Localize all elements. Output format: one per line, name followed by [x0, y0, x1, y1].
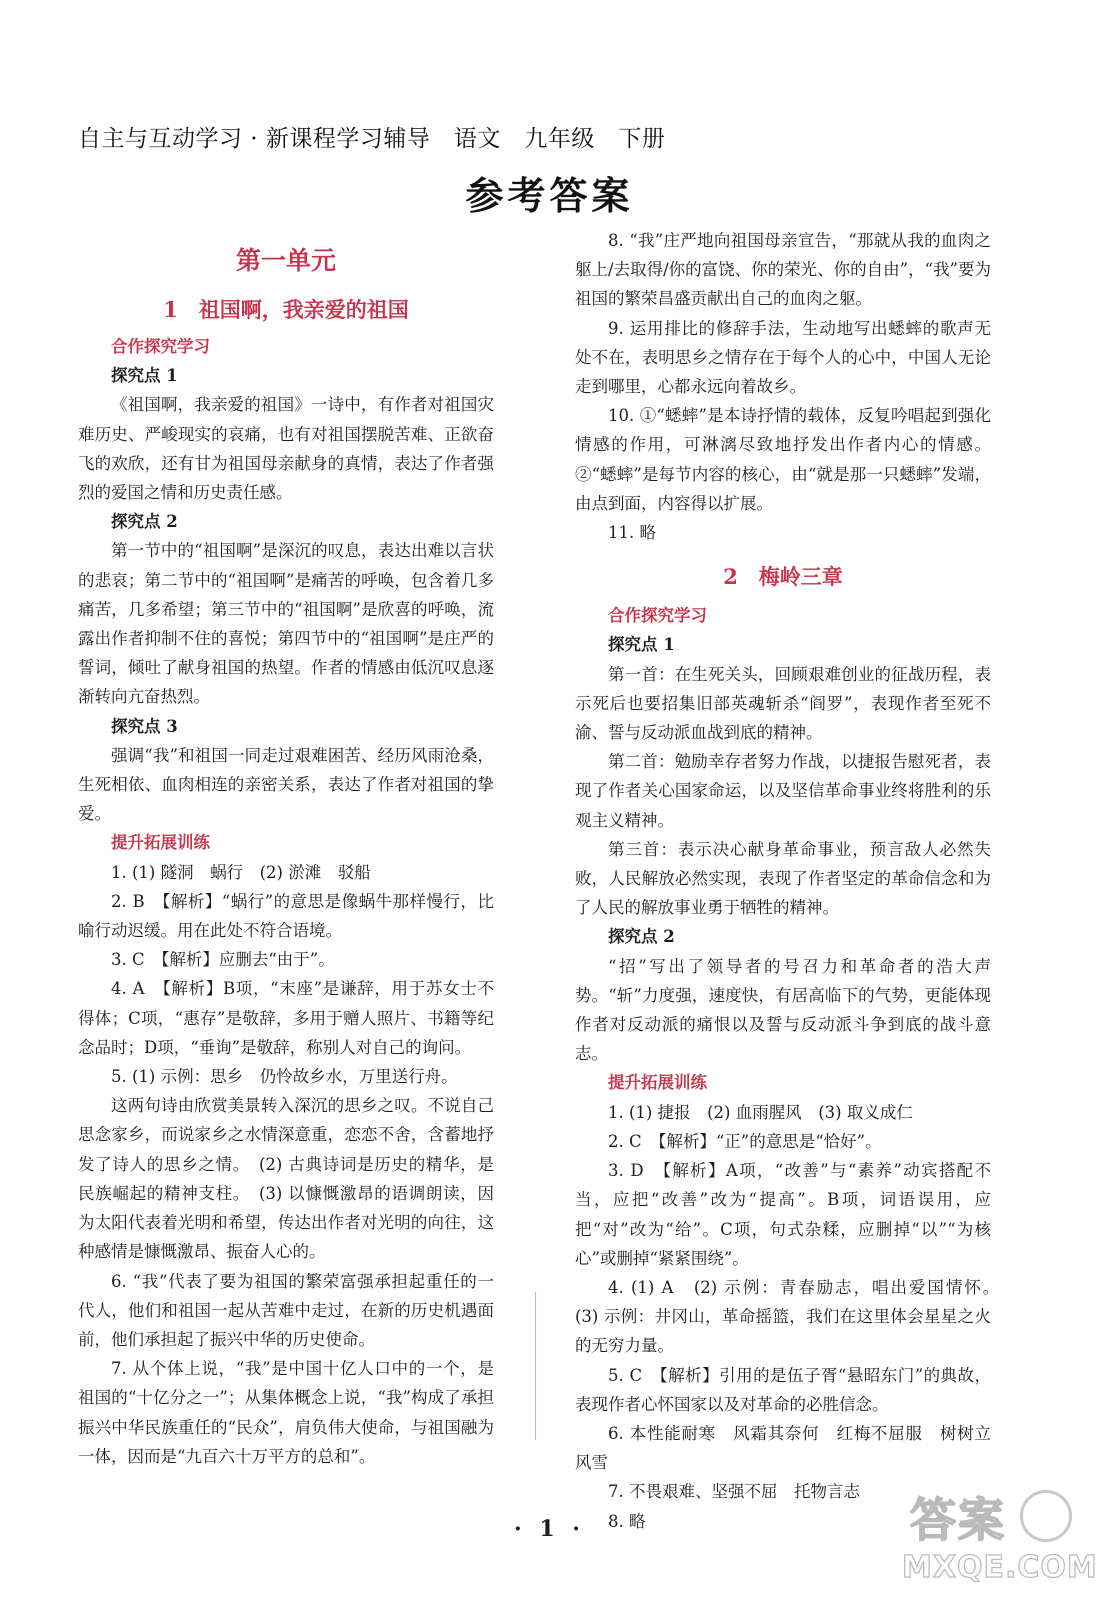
right-column [575, 226, 1008, 1536]
point-text-2-2: “招”写出了领导者的号召力和革命者的浩大声势。“斩”力度强，速度快，有居高临下的气势，更能体现作者对反动派的痛恨以及誓与反动派斗争到底的战斗意志。 [575, 956, 991, 1064]
watermark-text-bottom: MXQE.COM [902, 1550, 1098, 1585]
answer-4: 4. A 【解析】B项，“末座”是谦辞，用于苏女士不得体；C项，“惠存”是敬辞，多用于赠人照片、书籍等纪念品时；D项，“垂询”是敬辞，称别人对自己的询问。 [78, 979, 494, 1057]
point-label-2-2: 探究点 2 [608, 927, 675, 947]
point-text-2: 第一节中的“祖国啊”是深沉的叹息，表达出难以言状的悲哀；第二节中的“祖国啊”是痛苦的呼唤，包含着几多痛苦，几多希望；第三节中的“祖国啊”是欣喜的呼唤，流露出作者抑制不住的喜悦；第四节中的“祖国啊”是庄严的誓词，倾吐了献身祖国的热望。作者的情感由低沉叹息逐渐转向亢奋热烈。 [78, 541, 494, 707]
section-label-training: 提升拓展训练 [111, 833, 210, 853]
answer-b7: 7. 不畏艰难、坚强不屈 托物言志 [608, 1482, 860, 1502]
point-text-2-1b: 第二首：勉励幸存者努力作战，以捷报告慰死者，表现了作者关心国家命运，以及坚信革命事业终将胜利的乐观主义精神。 [575, 752, 991, 830]
answer-7: 7. 从个体上说，“我”是中国十亿人口中的一个，是祖国的“十亿分之一”；从集体概念上说，“我”构成了承担振兴中华民族重任的“民众”，肩负伟大使命，与祖国融为一体，因而是“九百六十万平方的总和”。 [78, 1359, 494, 1466]
lesson-title-1: 1 祖国啊，我亲爱的祖国 [163, 297, 409, 322]
watermark-circle-icon [1020, 1490, 1072, 1542]
answer-b6: 6. 本性能耐寒 风霜其奈何 红梅不屈服 树树立风雪 [575, 1423, 991, 1473]
page-number: · 1 · [514, 1516, 585, 1542]
point-label-2: 探究点 2 [111, 512, 178, 532]
section-label-coop: 合作探究学习 [111, 337, 210, 356]
answer-3: 3. C 【解析】应删去“由于”。 [111, 950, 335, 970]
answer-9: 9. 运用排比的修辞手法，生动地写出蟋蟀的歌声无处不在，表明思乡之情存在于每个人的心中，中国人无论走到哪里，心都永远向着故乡。 [575, 318, 991, 397]
lesson-title-2: 2 梅岭三章 [723, 564, 843, 590]
point-label-2-1: 探究点 1 [608, 635, 675, 655]
column-divider [535, 1292, 536, 1440]
point-label-1: 探究点 1 [111, 366, 178, 386]
point-text-2-1c: 第三首：表示决心献身革命事业，预言敌人必然失败，人民解放必然实现，表现了作者坚定的革命信念和为了人民的解放事业勇于牺牲的精神。 [575, 839, 991, 918]
answer-b2: 2. C 【解析】“正”的意思是“恰好”。 [608, 1131, 882, 1151]
answer-b5: 5. C 【解析】引用的是伍子胥“悬昭东门”的典故，表现作者心怀国家以及对革命的必胜信念。 [575, 1365, 991, 1414]
answer-b8: 8. 略 [608, 1511, 646, 1531]
answer-5b: 这两句诗由欣赏美景转入深沉的思乡之叹。不说自己思念家乡，而说家乡之水情深意重，恋恋不舍，含蓄地抒发了诗人的思乡之情。 (2) 古典诗词是历史的精华，是民族崛起的精神支柱。 (3) 以慷慨激昂的语调朗读，因为太阳代表着光明和希望，传达出作者对光明的向往，这种感情是慷慨激昂、振奋人心的。 [78, 1096, 494, 1262]
running-header: 自主与互动学习 · 新课程学习辅导 语文 九年级 下册 [78, 126, 666, 152]
answer-1: 1. (1) 隧洞 蜗行 (2) 淤滩 驳船 [111, 862, 371, 882]
section-label-coop-2: 合作探究学习 [608, 606, 707, 626]
answer-11: 11. 略 [608, 523, 656, 543]
answer-5a: 5. (1) 示例：思乡 仍怜故乡水，万里送行舟。 [111, 1067, 458, 1087]
point-text-3: 强调“我”和祖国一同走过艰难困苦、经历风雨沧桑，生死相依、血肉相连的亲密关系，表达了作者对祖国的挚爱。 [78, 745, 494, 824]
point-text-2-1a: 第一首：在生死关头，回顾艰难创业的征战历程，表示死后也要招集旧部英魂斩杀“阎罗”，表现作者至死不渝、誓与反动派血战到底的精神。 [575, 664, 991, 743]
point-text-1: 《祖国啊，我亲爱的祖国》一诗中，有作者对祖国灾难历史、严峻现实的哀痛，也有对祖国摆脱苦难、正欲奋飞的欢欣，还有甘为祖国母亲献身的真情，表达了作者强烈的爱国之情和历史责任感。 [78, 395, 494, 503]
watermark-logo [902, 1484, 1098, 1594]
unit-title: 第一单元 [235, 246, 336, 275]
watermark-text-top: 答案 [910, 1493, 1006, 1547]
left-column [78, 226, 494, 1471]
answer-8: 8. “我”庄严地向祖国母亲宣告，“那就从我的血肉之躯上/去取得/你的富饶、你的荣光、你的自由”，“我”要为祖国的繁荣昌盛贡献出自己的血肉之躯。 [575, 231, 991, 309]
answer-b3: 3. D 【解析】A项，“改善”与“素养”动宾搭配不当，应把“改善”改为“提高”。B项，词语误用，应把“对”改为“给”。C项，句式杂糅，应删掉“以”“为核心”或删掉“紧紧围绕”。 [575, 1161, 991, 1268]
section-label-training-2: 提升拓展训练 [608, 1073, 707, 1093]
answer-b1: 1. (1) 捷报 (2) 血雨腥风 (3) 取义成仁 [608, 1102, 913, 1122]
answer-b4: 4. (1) A (2) 示例：青春励志，唱出爱国情怀。 (3) 示例：井冈山，革命摇篮，我们在这里体会星星之火的无穷力量。 [575, 1277, 1008, 1356]
answer-10: 10. ①“蟋蟀”是本诗抒情的载体，反复吟唱起到强化情感的作用，可淋漓尽致地抒发出作者内心的情感。②“蟋蟀”是每节内容的核心，由“就是那一只蟋蟀”发端，由点到面，内容得以扩展。 [575, 406, 991, 513]
answer-6: 6. “我”代表了要为祖国的繁荣富强承担起重任的一代人，他们和祖国一起从苦难中走过，在新的历史机遇面前，他们承担起了振兴中华的历史使命。 [78, 1271, 494, 1349]
point-label-3: 探究点 3 [111, 716, 178, 736]
page-title: 参考答案 [465, 173, 634, 218]
answer-2: 2. B 【解析】“蜗行”的意思是像蜗牛那样慢行，比喻行动迟缓。用在此处不符合语境。 [78, 891, 494, 941]
